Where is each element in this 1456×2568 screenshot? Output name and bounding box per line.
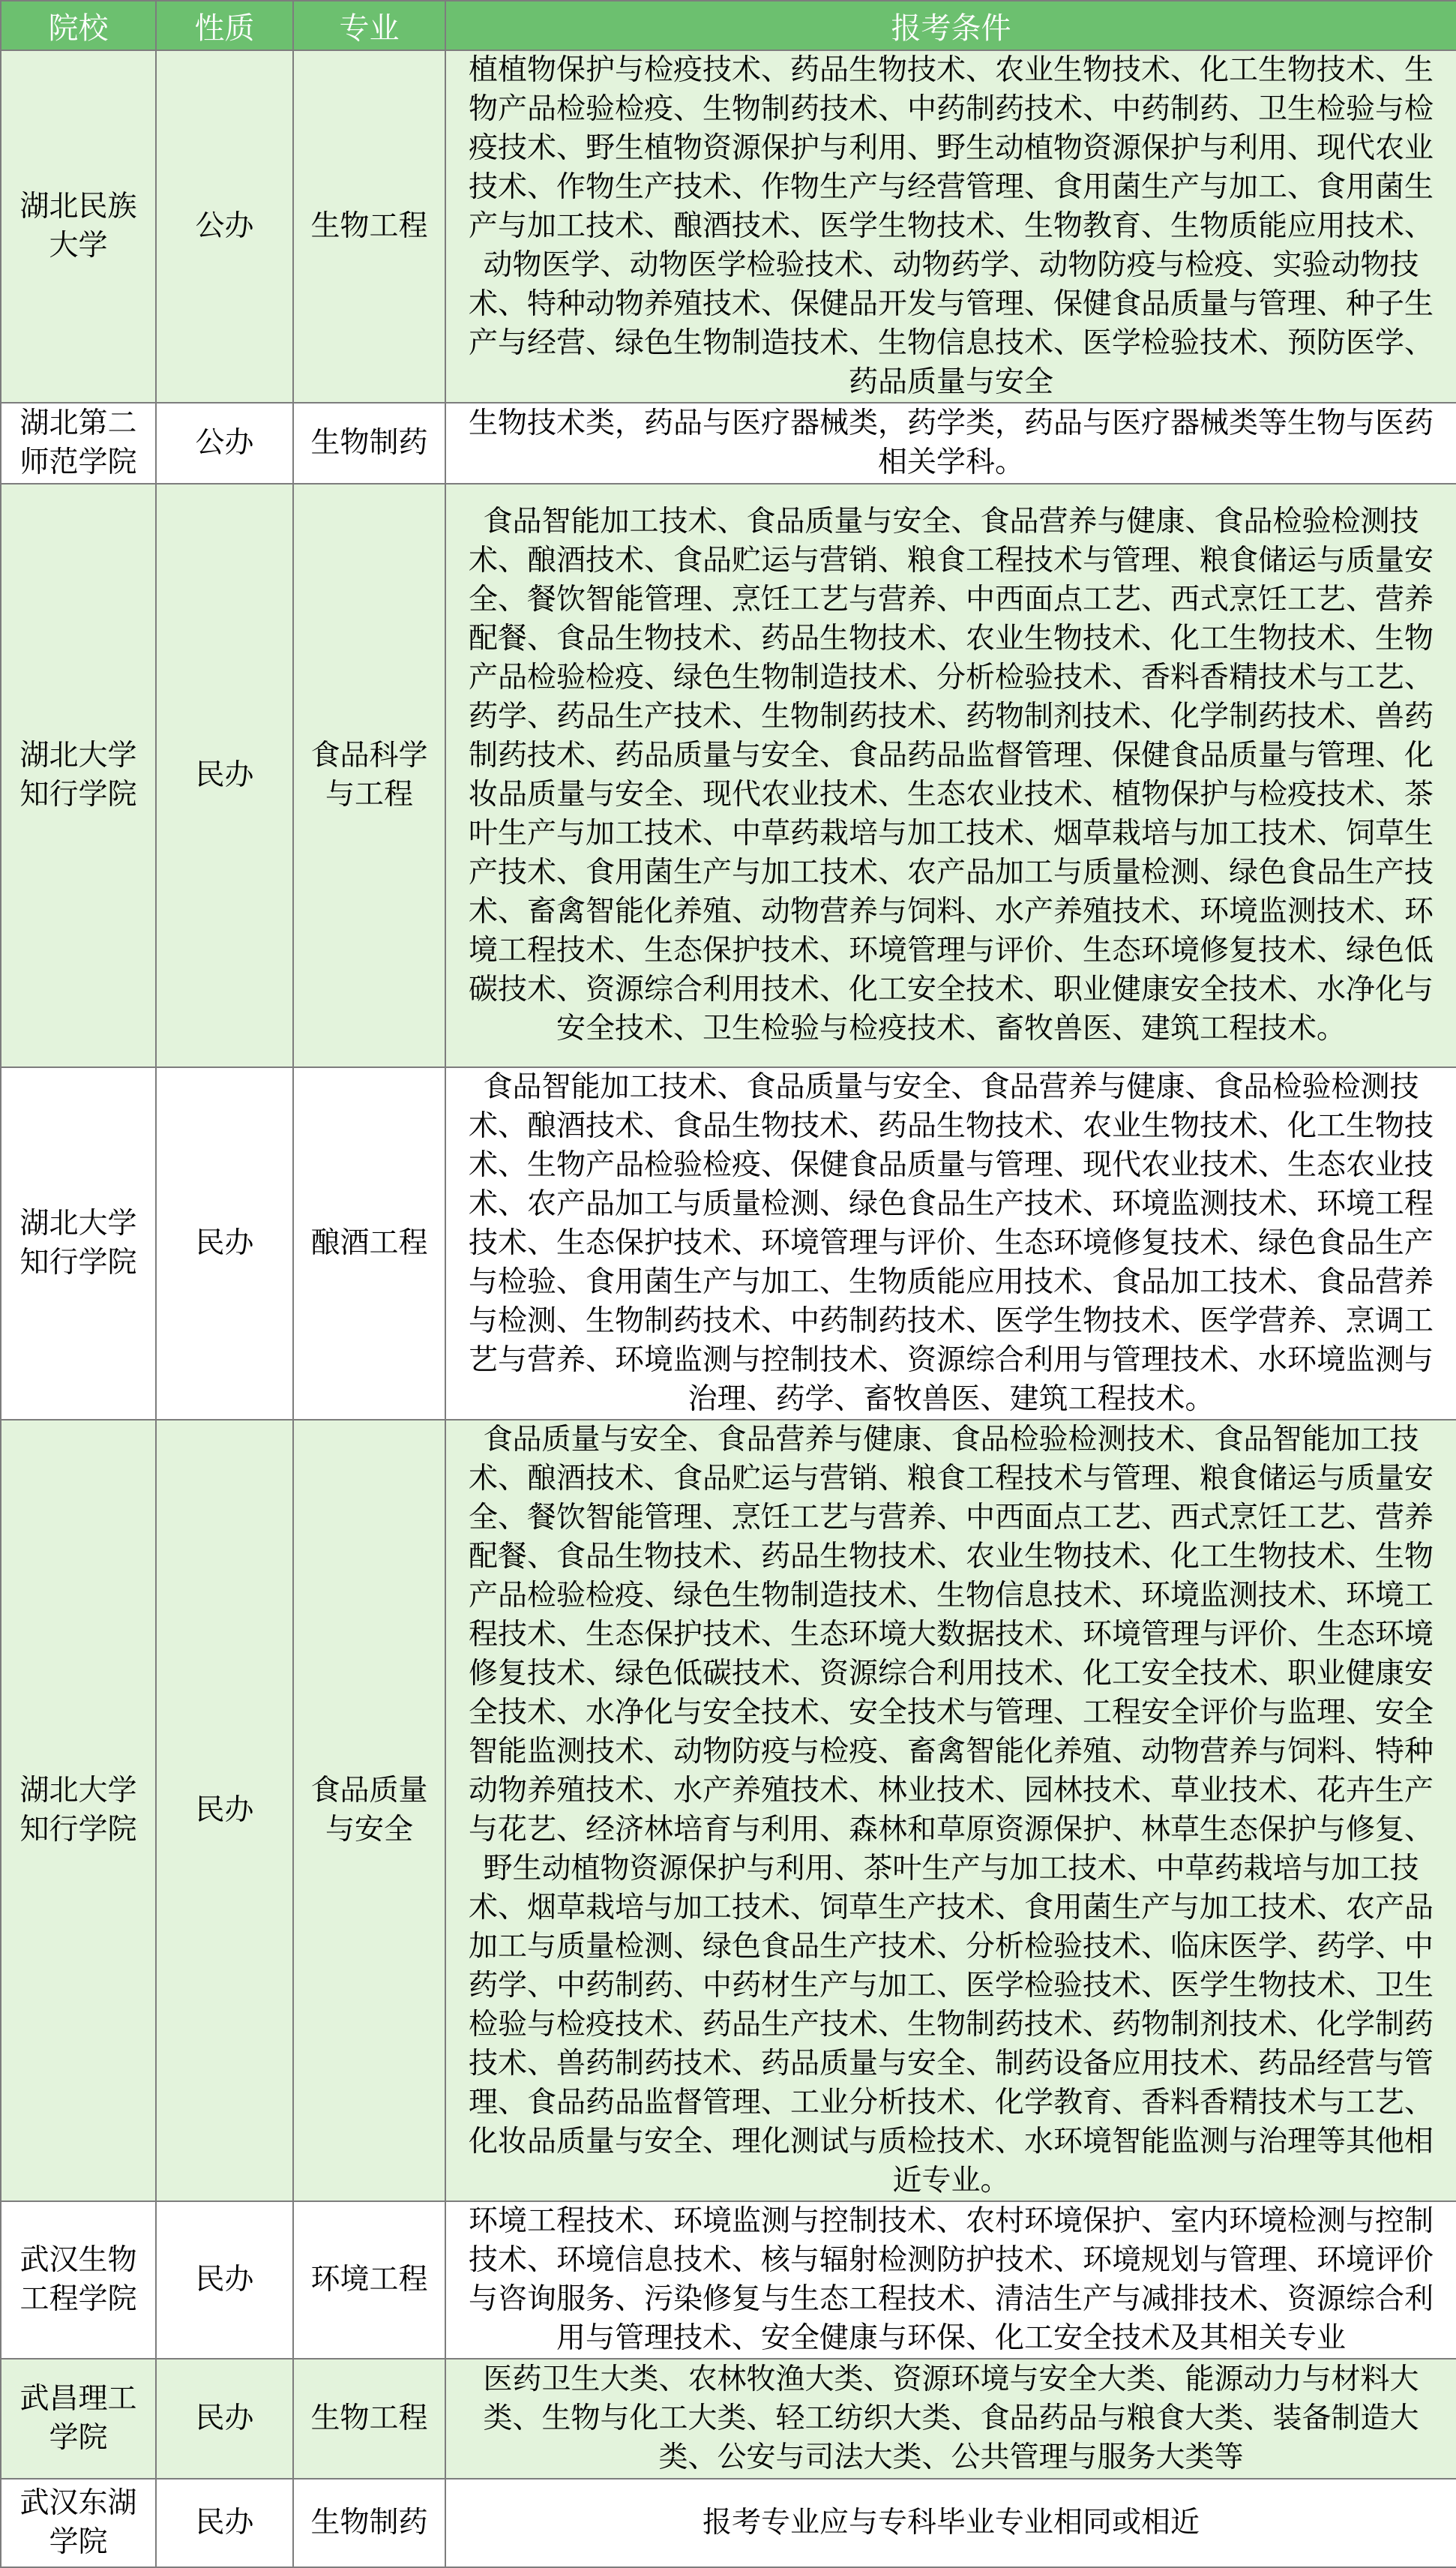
type-cell: 公办 (156, 50, 293, 403)
major-cell: 生物制药 (293, 2479, 445, 2567)
requirements-cell: 医药卫生大类、农林牧渔大类、资源环境与安全大类、能源动力与材料大类、生物与化工大类、轻工纺织大类、食品药品与粮食大类、装备制造大类、公安与司法大类、公共管理与服务大类等 (445, 2359, 1456, 2479)
school-cell: 湖北大学知行学院 (1, 484, 156, 1067)
table-row (1, 1420, 1456, 2201)
requirements-cell: 报考专业应与专科毕业专业相同或相近 (445, 2479, 1456, 2567)
school-cell: 湖北民族大学 (1, 50, 156, 403)
school-cell: 武汉东湖学院 (1, 2479, 156, 2567)
header-type: 性质 (156, 1, 293, 50)
requirements-cell: 食品智能加工技术、食品质量与安全、食品营养与健康、食品检验检测技术、酿酒技术、食品生物技术、药品生物技术、农业生物技术、化工生物技术、生物产品检验检疫、保健食品质量与管理、现代农业技术、生态农业技术、农产品加工与质量检测、绿色食品生产技术、环境监测技术、环境工程技术、生态保护技术、环境管理与评价、生态环境修复技术、绿色食品生产与检验、食用菌生产与加工、生物质能应用技术、食品加工技术、食品营养与检测、生物制药技术、中药制药技术、医学生物技术、医学营养、烹调工艺与营养、环境监测与控制技术、资源综合利用与管理技术、水环境监测与治理、药学、畜牧兽医、建筑工程技术。 (445, 1067, 1456, 1420)
table-row (1, 484, 1456, 1067)
major-cell: 生物工程 (293, 50, 445, 403)
school-cell: 湖北大学知行学院 (1, 1420, 156, 2201)
header-major: 专业 (293, 1, 445, 50)
table-row (1, 1067, 1456, 1420)
table-row (1, 403, 1456, 484)
type-cell: 公办 (156, 403, 293, 484)
type-cell: 民办 (156, 2479, 293, 2567)
type-cell: 民办 (156, 1420, 293, 2201)
major-cell: 生物制药 (293, 403, 445, 484)
type-cell: 民办 (156, 2359, 293, 2479)
school-cell: 湖北第二师范学院 (1, 403, 156, 484)
table-row (1, 50, 1456, 403)
header-requirements: 报考条件 (445, 1, 1456, 50)
header-school: 院校 (1, 1, 156, 50)
major-cell: 食品科学与工程 (293, 484, 445, 1067)
school-cell: 武汉生物工程学院 (1, 2201, 156, 2359)
major-cell: 环境工程 (293, 2201, 445, 2359)
school-cell: 武昌理工学院 (1, 2359, 156, 2479)
major-cell: 食品质量与安全 (293, 1420, 445, 2201)
requirements-cell: 生物技术类，药品与医疗器械类，药学类，药品与医疗器械类等生物与医药相关学科。 (445, 403, 1456, 484)
requirements-cell: 植植物保护与检疫技术、药品生物技术、农业生物技术、化工生物技术、生物产品检验检疫、生物制药技术、中药制药技术、中药制药、卫生检验与检疫技术、野生植物资源保护与利用、野生动植物资源保护与利用、现代农业技术、作物生产技术、作物生产与经营管理、食用菌生产与加工、食用菌生产与加工技术、酿酒技术、医学生物技术、生物教育、生物质能应用技术、动物医学、动物医学检验技术、动物药学、动物防疫与检疫、实验动物技术、特种动物养殖技术、保健品开发与管理、保健食品质量与管理、种子生产与经营、绿色生物制造技术、生物信息技术、医学检验技术、预防医学、药品质量与安全 (445, 50, 1456, 403)
header-row (1, 1, 1456, 50)
major-cell: 生物工程 (293, 2359, 445, 2479)
type-cell: 民办 (156, 2201, 293, 2359)
type-cell: 民办 (156, 484, 293, 1067)
major-cell: 酿酒工程 (293, 1067, 445, 1420)
table-row (1, 2359, 1456, 2479)
table-row (1, 2479, 1456, 2567)
requirements-cell: 环境工程技术、环境监测与控制技术、农村环境保护、室内环境检测与控制技术、环境信息技术、核与辐射检测防护技术、环境规划与管理、环境评价与咨询服务、污染修复与生态工程技术、清洁生产与减排技术、资源综合利用与管理技术、安全健康与环保、化工安全技术及其相关专业 (445, 2201, 1456, 2359)
school-cell: 湖北大学知行学院 (1, 1067, 156, 1420)
type-cell: 民办 (156, 1067, 293, 1420)
requirements-cell: 食品智能加工技术、食品质量与安全、食品营养与健康、食品检验检测技术、酿酒技术、食品贮运与营销、粮食工程技术与管理、粮食储运与质量安全、餐饮智能管理、烹饪工艺与营养、中西面点工艺、西式烹饪工艺、营养配餐、食品生物技术、药品生物技术、农业生物技术、化工生物技术、生物产品检验检疫、绿色生物制造技术、分析检验技术、香料香精技术与工艺、药学、药品生产技术、生物制药技术、药物制剂技术、化学制药技术、兽药制药技术、药品质量与安全、食品药品监督管理、保健食品质量与管理、化妆品质量与安全、现代农业技术、生态农业技术、植物保护与检疫技术、茶叶生产与加工技术、中草药栽培与加工技术、烟草栽培与加工技术、饲草生产技术、食用菌生产与加工技术、农产品加工与质量检测、绿色食品生产技术、畜禽智能化养殖、动物营养与饲料、水产养殖技术、环境监测技术、环境工程技术、生态保护技术、环境管理与评价、生态环境修复技术、绿色低碳技术、资源综合利用技术、化工安全技术、职业健康安全技术、水净化与安全技术、卫生检验与检疫技术、畜牧兽医、建筑工程技术。 (445, 484, 1456, 1067)
requirements-cell: 食品质量与安全、食品营养与健康、食品检验检测技术、食品智能加工技术、酿酒技术、食品贮运与营销、粮食工程技术与管理、粮食储运与质量安全、餐饮智能管理、烹饪工艺与营养、中西面点工艺、西式烹饪工艺、营养配餐、食品生物技术、药品生物技术、农业生物技术、化工生物技术、生物产品检验检疫、绿色生物制造技术、生物信息技术、环境监测技术、环境工程技术、生态保护技术、生态环境大数据技术、环境管理与评价、生态环境修复技术、绿色低碳技术、资源综合利用技术、化工安全技术、职业健康安全技术、水净化与安全技术、安全技术与管理、工程安全评价与监理、安全智能监测技术、动物防疫与检疫、畜禽智能化养殖、动物营养与饲料、特种动物养殖技术、水产养殖技术、林业技术、园林技术、草业技术、花卉生产与花艺、经济林培育与利用、森林和草原资源保护、林草生态保护与修复、野生动植物资源保护与利用、茶叶生产与加工技术、中草药栽培与加工技术、烟草栽培与加工技术、饲草生产技术、食用菌生产与加工技术、农产品加工与质量检测、绿色食品生产技术、分析检验技术、临床医学、药学、中药学、中药制药、中药材生产与加工、医学检验技术、医学生物技术、卫生检验与检疫技术、药品生产技术、生物制药技术、药物制剂技术、化学制药技术、兽药制药技术、药品质量与安全、制药设备应用技术、药品经营与管理、食品药品监督管理、工业分析技术、化学教育、香料香精技术与工艺、化妆品质量与安全、理化测试与质检技术、水环境智能监测与治理等其他相近专业。 (445, 1420, 1456, 2201)
table-row (1, 2201, 1456, 2359)
